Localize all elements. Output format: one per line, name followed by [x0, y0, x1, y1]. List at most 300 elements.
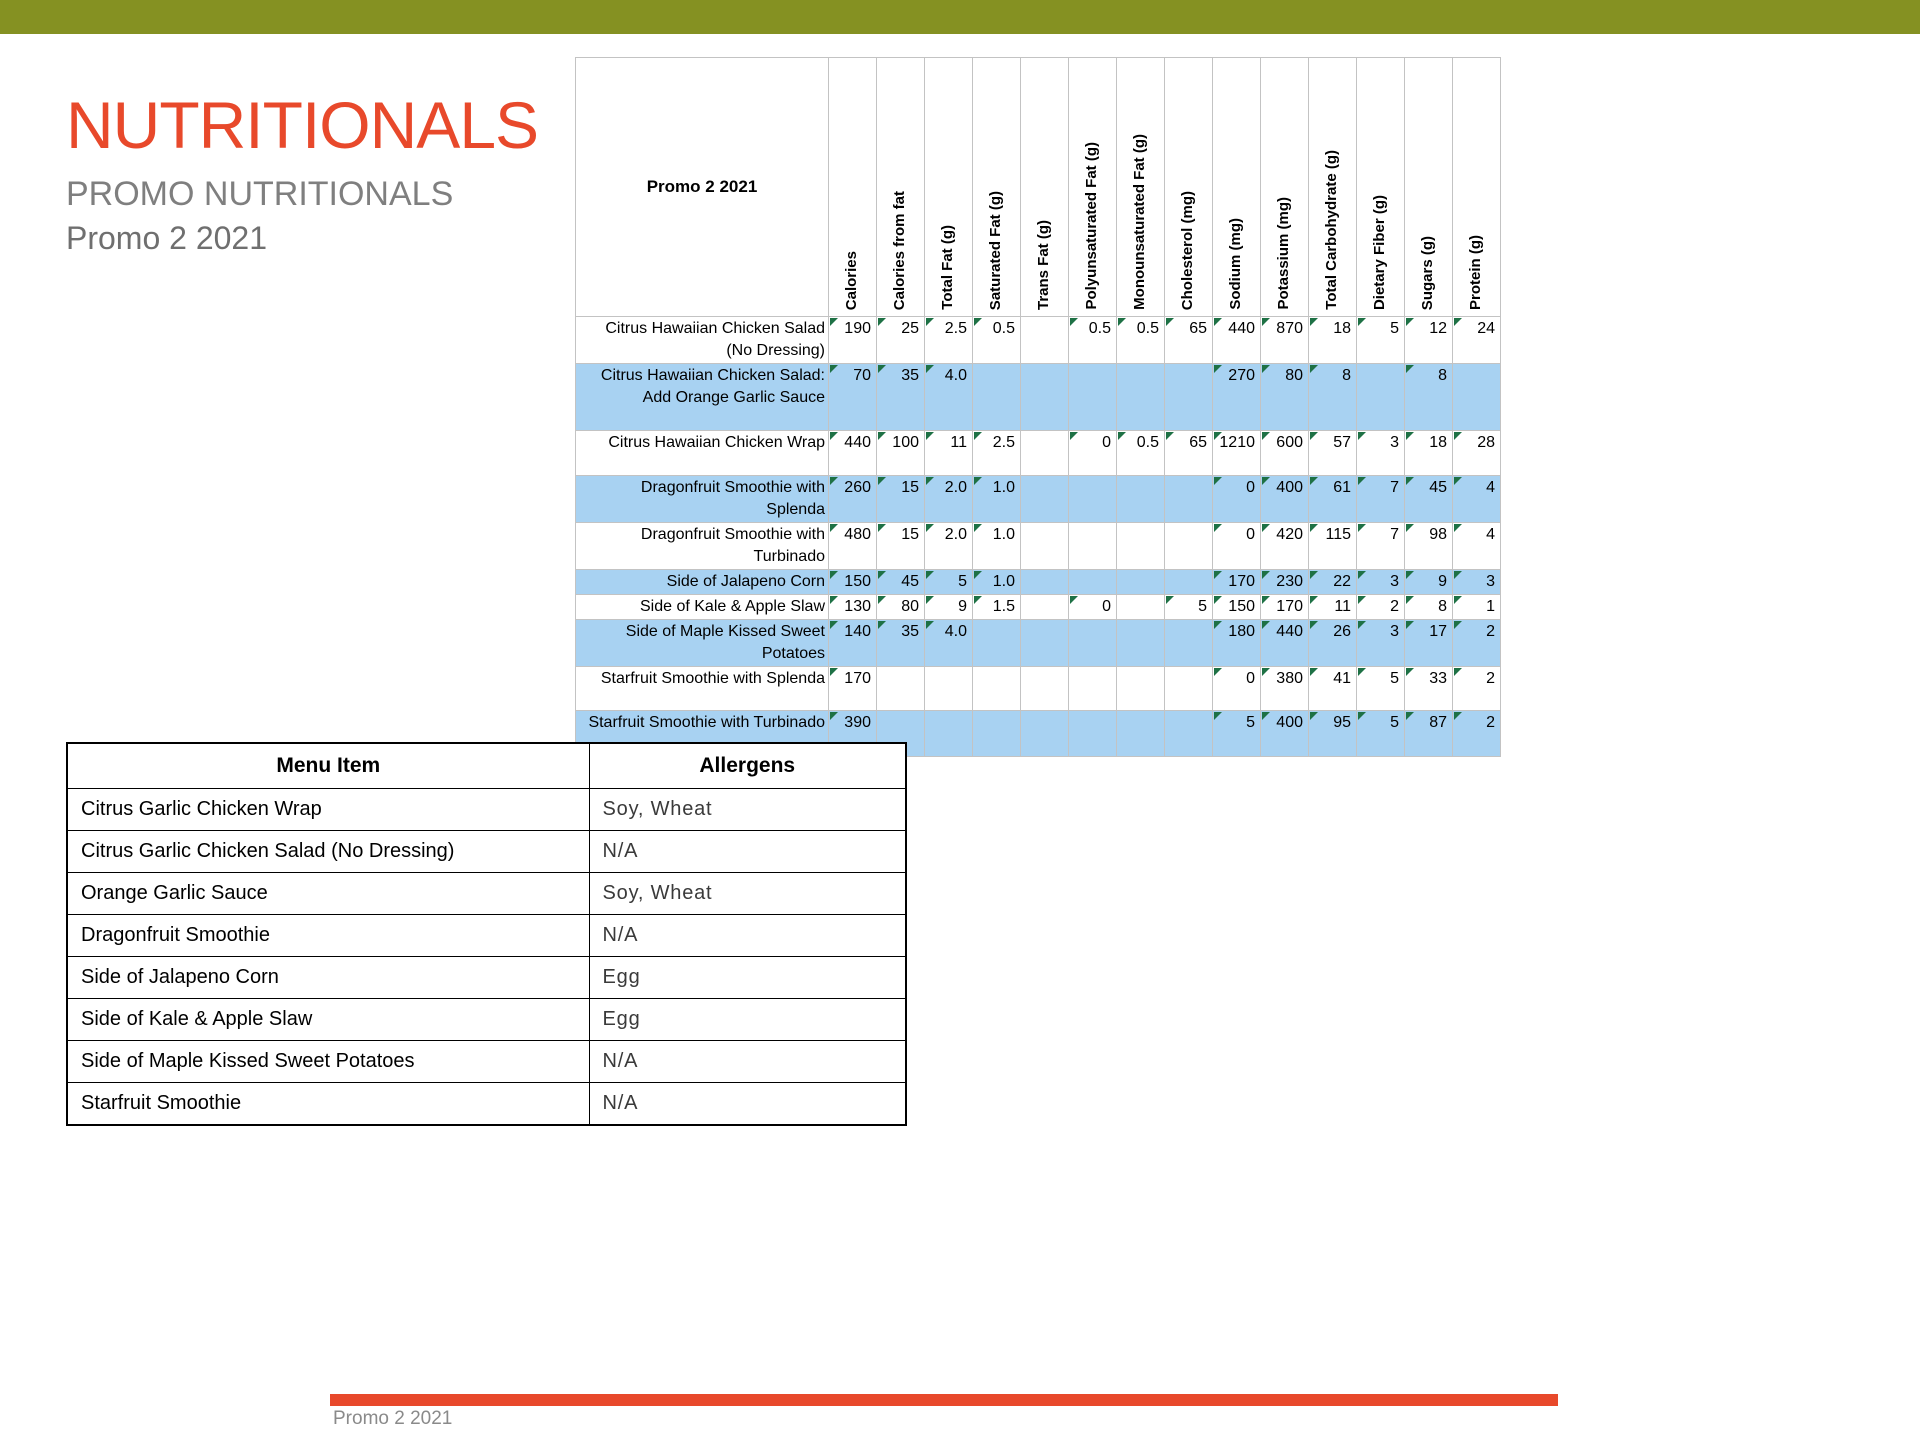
cell-note-flag-icon [1406, 365, 1414, 373]
cell-note-flag-icon [830, 621, 838, 629]
cell-note-flag-icon [1358, 432, 1366, 440]
nutrition-value-cell: 35 [877, 620, 925, 667]
nutrition-value-cell: 41 [1309, 667, 1357, 711]
nutrition-column-header [1357, 58, 1405, 317]
nutrition-value-cell: 440 [1261, 620, 1309, 667]
nutrition-value-cell: 15 [877, 523, 925, 570]
nutrition-row [576, 431, 1501, 476]
cell-note-flag-icon [926, 365, 934, 373]
nutrition-value-cell [877, 667, 925, 711]
nutrition-value-cell: 0 [1069, 431, 1117, 476]
nutrition-value-cell: 480 [829, 523, 877, 570]
nutrition-column-header-label: Potassium (mg) [1275, 197, 1293, 310]
nutrition-value-cell [1165, 711, 1213, 757]
nutrition-value-cell [1021, 476, 1069, 523]
nutrition-value-cell: 5 [1165, 595, 1213, 620]
nutrition-value-cell: 5 [1213, 711, 1261, 757]
cell-note-flag-icon [1454, 477, 1462, 485]
cell-note-flag-icon [1406, 477, 1414, 485]
cell-note-flag-icon [1358, 571, 1366, 579]
cell-note-flag-icon [926, 432, 934, 440]
nutrition-value-cell: 2 [1453, 667, 1501, 711]
nutrition-column-header [877, 58, 925, 317]
nutrition-header-row [576, 58, 1501, 317]
nutrition-column-header-label: Calories from fat [891, 190, 909, 310]
cell-note-flag-icon [878, 524, 886, 532]
cell-note-flag-icon [1310, 477, 1318, 485]
nutrition-value-cell: 230 [1261, 570, 1309, 595]
nutrition-value-cell [1069, 364, 1117, 431]
nutrition-value-cell: 3 [1357, 431, 1405, 476]
cell-note-flag-icon [830, 596, 838, 604]
nutrition-value-cell: 190 [829, 317, 877, 364]
nutrition-column-header-label: Protein (g) [1467, 235, 1485, 310]
nutrition-value-cell: 65 [1165, 317, 1213, 364]
nutrition-value-cell [1021, 620, 1069, 667]
nutrition-value-cell: 5 [925, 570, 973, 595]
nutrition-row [576, 667, 1501, 711]
cell-note-flag-icon [1070, 318, 1078, 326]
nutrition-column-header-label: Sugars (g) [1419, 235, 1437, 310]
cell-note-flag-icon [1214, 596, 1222, 604]
nutrition-value-cell: 87 [1405, 711, 1453, 757]
nutrition-value-cell: 25 [877, 317, 925, 364]
nutrition-table-title: Promo 2 2021 [576, 58, 829, 317]
top-accent-bar [0, 0, 1920, 34]
nutrition-value-cell: 11 [1309, 595, 1357, 620]
nutrition-value-cell: 100 [877, 431, 925, 476]
nutrition-value-cell [1069, 570, 1117, 595]
allergen-value: N/A [589, 831, 906, 873]
cell-note-flag-icon [1214, 571, 1222, 579]
allergen-menu-item: Side of Maple Kissed Sweet Potatoes [67, 1041, 589, 1083]
nutrition-row-label: Citrus Hawaiian Chicken Wrap [576, 431, 829, 476]
nutrition-value-cell [1021, 570, 1069, 595]
cell-note-flag-icon [1214, 318, 1222, 326]
nutrition-value-cell: 600 [1261, 431, 1309, 476]
allergen-value: Egg [589, 999, 906, 1041]
nutrition-value-cell [1117, 667, 1165, 711]
nutrition-row-label: Citrus Hawaiian Chicken Salad (No Dressing) [576, 317, 829, 364]
nutrition-value-cell: 260 [829, 476, 877, 523]
allergen-row [67, 915, 906, 957]
nutrition-value-cell: 57 [1309, 431, 1357, 476]
nutrition-value-cell [1069, 667, 1117, 711]
nutrition-value-cell: 17 [1405, 620, 1453, 667]
nutrition-value-cell [1165, 476, 1213, 523]
nutrition-value-cell [1021, 667, 1069, 711]
nutrition-value-cell [1165, 523, 1213, 570]
nutrition-column-header-label: Saturated Fat (g) [987, 190, 1005, 310]
nutrition-row-label: Side of Jalapeno Corn [576, 570, 829, 595]
cell-note-flag-icon [1262, 621, 1270, 629]
nutrition-value-cell: 400 [1261, 711, 1309, 757]
cell-note-flag-icon [1406, 571, 1414, 579]
cell-note-flag-icon [1166, 432, 1174, 440]
nutrition-value-cell: 140 [829, 620, 877, 667]
cell-note-flag-icon [1310, 621, 1318, 629]
nutrition-value-cell: 4.0 [925, 364, 973, 431]
nutrition-value-cell [1021, 317, 1069, 364]
cell-note-flag-icon [926, 318, 934, 326]
nutrition-value-cell: 270 [1213, 364, 1261, 431]
cell-note-flag-icon [878, 621, 886, 629]
nutrition-row [576, 476, 1501, 523]
cell-note-flag-icon [830, 432, 838, 440]
nutrition-value-cell: 45 [877, 570, 925, 595]
nutrition-value-cell [1357, 364, 1405, 431]
nutrition-value-cell: 180 [1213, 620, 1261, 667]
cell-note-flag-icon [926, 621, 934, 629]
nutrition-value-cell: 0 [1213, 476, 1261, 523]
cell-note-flag-icon [1262, 571, 1270, 579]
footer-text: Promo 2 2021 [333, 1408, 453, 1429]
title-block [66, 88, 546, 257]
nutrition-value-cell: 170 [1261, 595, 1309, 620]
allergen-value: N/A [589, 1083, 906, 1126]
nutrition-value-cell: 3 [1453, 570, 1501, 595]
cell-note-flag-icon [1358, 596, 1366, 604]
cell-note-flag-icon [1358, 712, 1366, 720]
nutrition-value-cell: 0.5 [973, 317, 1021, 364]
cell-note-flag-icon [830, 318, 838, 326]
nutrition-column-header-label: Sodium (mg) [1227, 218, 1245, 310]
nutrition-row-label: Side of Kale & Apple Slaw [576, 595, 829, 620]
nutrition-column-header-label: Total Carbohydrate (g) [1323, 150, 1341, 310]
nutrition-value-cell: 9 [1405, 570, 1453, 595]
nutrition-value-cell [1117, 570, 1165, 595]
cell-note-flag-icon [1166, 318, 1174, 326]
allergen-row [67, 831, 906, 873]
nutrition-value-cell: 115 [1309, 523, 1357, 570]
nutrition-column-header-label: Monounsaturated Fat (g) [1131, 134, 1149, 310]
cell-note-flag-icon [1070, 596, 1078, 604]
cell-note-flag-icon [1406, 432, 1414, 440]
allergen-row [67, 1041, 906, 1083]
nutrition-column-header [973, 58, 1021, 317]
allergen-value: Soy, Wheat [589, 789, 906, 831]
nutrition-value-cell [973, 667, 1021, 711]
nutrition-value-cell: 400 [1261, 476, 1309, 523]
nutrition-column-header [1021, 58, 1069, 317]
cell-note-flag-icon [1262, 318, 1270, 326]
nutrition-value-cell: 8 [1309, 364, 1357, 431]
cell-note-flag-icon [1454, 571, 1462, 579]
nutrition-table-body [576, 317, 1501, 757]
cell-note-flag-icon [1454, 432, 1462, 440]
page-subtitle-secondary: Promo 2 2021 [66, 220, 268, 257]
nutrition-value-cell: 150 [1213, 595, 1261, 620]
nutrition-column-header [1165, 58, 1213, 317]
nutrition-value-cell: 12 [1405, 317, 1453, 364]
cell-note-flag-icon [1310, 318, 1318, 326]
allergen-column-header: Allergens [589, 743, 906, 789]
cell-note-flag-icon [1310, 668, 1318, 676]
cell-note-flag-icon [1358, 524, 1366, 532]
cell-note-flag-icon [1262, 668, 1270, 676]
nutrition-value-cell: 2.0 [925, 476, 973, 523]
allergen-value: N/A [589, 1041, 906, 1083]
nutrition-column-header [829, 58, 877, 317]
nutrition-value-cell: 1.0 [973, 523, 1021, 570]
cell-note-flag-icon [1406, 621, 1414, 629]
nutrition-value-cell: 170 [829, 667, 877, 711]
cell-note-flag-icon [974, 571, 982, 579]
nutrition-column-header-label: Total Fat (g) [939, 225, 957, 310]
cell-note-flag-icon [1214, 668, 1222, 676]
allergen-header-row [67, 743, 906, 789]
nutrition-value-cell: 130 [829, 595, 877, 620]
cell-note-flag-icon [830, 524, 838, 532]
nutrition-value-cell: 1.5 [973, 595, 1021, 620]
nutrition-value-cell [1165, 364, 1213, 431]
allergen-value: Soy, Wheat [589, 873, 906, 915]
nutrition-row-label: Side of Maple Kissed Sweet Potatoes [576, 620, 829, 667]
cell-note-flag-icon [1454, 668, 1462, 676]
allergen-table-body [67, 789, 906, 1126]
cell-note-flag-icon [1358, 621, 1366, 629]
nutrition-column-header [1261, 58, 1309, 317]
nutrition-value-cell: 150 [829, 570, 877, 595]
nutrition-row-label: Dragonfruit Smoothie with Splenda [576, 476, 829, 523]
nutrition-value-cell: 0 [1069, 595, 1117, 620]
nutrition-value-cell [1165, 667, 1213, 711]
cell-note-flag-icon [1406, 318, 1414, 326]
allergen-menu-item: Orange Garlic Sauce [67, 873, 589, 915]
page-subtitle: PROMO NUTRITIONALS [66, 175, 454, 214]
nutrition-value-cell: 3 [1357, 570, 1405, 595]
nutrition-row [576, 317, 1501, 364]
cell-note-flag-icon [1214, 477, 1222, 485]
nutrition-value-cell [1069, 476, 1117, 523]
cell-note-flag-icon [1358, 318, 1366, 326]
nutrition-value-cell: 65 [1165, 431, 1213, 476]
cell-note-flag-icon [926, 524, 934, 532]
cell-note-flag-icon [1262, 365, 1270, 373]
nutrition-value-cell [973, 620, 1021, 667]
nutrition-column-header-label: Polyunsaturated Fat (g) [1083, 142, 1101, 310]
cell-note-flag-icon [1118, 318, 1126, 326]
nutrition-row [576, 364, 1501, 431]
nutrition-column-header [1213, 58, 1261, 317]
cell-note-flag-icon [1310, 365, 1318, 373]
nutrition-value-cell: 5 [1357, 711, 1405, 757]
nutrition-value-cell: 11 [925, 431, 973, 476]
nutrition-value-cell: 4.0 [925, 620, 973, 667]
nutrition-value-cell: 3 [1357, 620, 1405, 667]
nutrition-value-cell: 0 [1213, 523, 1261, 570]
nutrition-value-cell: 61 [1309, 476, 1357, 523]
cell-note-flag-icon [1214, 621, 1222, 629]
allergen-menu-item: Side of Kale & Apple Slaw [67, 999, 589, 1041]
nutrition-value-cell: 24 [1453, 317, 1501, 364]
cell-note-flag-icon [1454, 318, 1462, 326]
cell-note-flag-icon [974, 432, 982, 440]
nutrition-value-cell: 8 [1405, 595, 1453, 620]
nutrition-value-cell: 22 [1309, 570, 1357, 595]
nutrition-row-label: Starfruit Smoothie with Turbinado [576, 711, 829, 757]
nutrition-row-label: Starfruit Smoothie with Splenda [576, 667, 829, 711]
footer-accent-bar [330, 1394, 1558, 1406]
cell-note-flag-icon [878, 477, 886, 485]
nutrition-value-cell: 2 [1453, 711, 1501, 757]
cell-note-flag-icon [1262, 524, 1270, 532]
nutrition-column-header-label: Calories [843, 250, 861, 310]
cell-note-flag-icon [830, 477, 838, 485]
allergen-menu-item: Dragonfruit Smoothie [67, 915, 589, 957]
cell-note-flag-icon [830, 712, 838, 720]
nutrition-value-cell: 33 [1405, 667, 1453, 711]
nutrition-value-cell: 15 [877, 476, 925, 523]
nutrition-value-cell: 95 [1309, 711, 1357, 757]
nutrition-row-label: Citrus Hawaiian Chicken Salad: Add Orange Garlic Sauce [576, 364, 829, 431]
cell-note-flag-icon [1454, 596, 1462, 604]
cell-note-flag-icon [1406, 668, 1414, 676]
cell-note-flag-icon [1310, 596, 1318, 604]
nutrition-value-cell [1117, 364, 1165, 431]
nutrition-column-header [1405, 58, 1453, 317]
nutrition-value-cell: 1 [1453, 595, 1501, 620]
allergen-value: N/A [589, 915, 906, 957]
nutrition-value-cell: 5 [1357, 667, 1405, 711]
allergen-row [67, 789, 906, 831]
nutrition-value-cell: 98 [1405, 523, 1453, 570]
cell-note-flag-icon [1262, 596, 1270, 604]
cell-note-flag-icon [1214, 432, 1222, 440]
cell-note-flag-icon [1406, 712, 1414, 720]
nutrition-value-cell [1117, 523, 1165, 570]
nutrition-value-cell [1117, 620, 1165, 667]
nutrition-row [576, 570, 1501, 595]
nutrition-value-cell [1117, 595, 1165, 620]
nutrition-value-cell: 1210 [1213, 431, 1261, 476]
nutrition-value-cell: 2 [1357, 595, 1405, 620]
nutrition-value-cell: 420 [1261, 523, 1309, 570]
nutrition-value-cell: 28 [1453, 431, 1501, 476]
nutrition-row [576, 595, 1501, 620]
nutrition-value-cell: 45 [1405, 476, 1453, 523]
nutrition-value-cell: 80 [877, 595, 925, 620]
nutrition-value-cell: 26 [1309, 620, 1357, 667]
nutrition-column-header [1117, 58, 1165, 317]
nutrition-value-cell: 2 [1453, 620, 1501, 667]
nutrition-value-cell [1069, 523, 1117, 570]
nutrition-value-cell: 2.0 [925, 523, 973, 570]
page-title: NUTRITIONALS [66, 88, 539, 162]
cell-note-flag-icon [1310, 432, 1318, 440]
nutrition-value-cell [1021, 364, 1069, 431]
nutrition-value-cell: 7 [1357, 476, 1405, 523]
cell-note-flag-icon [1262, 432, 1270, 440]
nutrition-value-cell: 440 [1213, 317, 1261, 364]
nutrition-value-cell: 380 [1261, 667, 1309, 711]
nutrition-value-cell: 8 [1405, 364, 1453, 431]
nutrition-row [576, 523, 1501, 570]
nutrition-column-header [925, 58, 973, 317]
cell-note-flag-icon [878, 596, 886, 604]
nutrition-column-header [1453, 58, 1501, 317]
nutrition-value-cell: 18 [1405, 431, 1453, 476]
nutrition-value-cell [1021, 595, 1069, 620]
nutrition-value-cell: 4 [1453, 523, 1501, 570]
allergen-value: Egg [589, 957, 906, 999]
nutrition-value-cell [973, 364, 1021, 431]
nutrition-value-cell [1117, 711, 1165, 757]
cell-note-flag-icon [974, 477, 982, 485]
cell-note-flag-icon [1262, 477, 1270, 485]
nutrition-value-cell [925, 711, 973, 757]
nutrition-value-cell [1117, 476, 1165, 523]
nutrition-value-cell: 80 [1261, 364, 1309, 431]
nutrition-value-cell: 390 [829, 711, 877, 757]
cell-note-flag-icon [926, 596, 934, 604]
cell-note-flag-icon [830, 365, 838, 373]
nutrition-value-cell: 170 [1213, 570, 1261, 595]
cell-note-flag-icon [1166, 596, 1174, 604]
cell-note-flag-icon [1310, 712, 1318, 720]
cell-note-flag-icon [878, 365, 886, 373]
allergen-row [67, 1083, 906, 1126]
nutrition-value-cell: 1.0 [973, 570, 1021, 595]
nutrition-value-cell [1165, 620, 1213, 667]
cell-note-flag-icon [1118, 432, 1126, 440]
cell-note-flag-icon [1454, 712, 1462, 720]
cell-note-flag-icon [974, 524, 982, 532]
nutrition-value-cell: 2.5 [925, 317, 973, 364]
nutrition-value-cell [1021, 711, 1069, 757]
nutrition-value-cell: 7 [1357, 523, 1405, 570]
nutrition-value-cell: 4 [1453, 476, 1501, 523]
nutrition-value-cell: 9 [925, 595, 973, 620]
cell-note-flag-icon [974, 318, 982, 326]
nutrition-row [576, 620, 1501, 667]
nutrition-value-cell [973, 711, 1021, 757]
cell-note-flag-icon [1310, 524, 1318, 532]
nutrition-table [575, 57, 1501, 757]
nutrition-column-header-label: Dietary Fiber (g) [1371, 194, 1389, 310]
cell-note-flag-icon [1214, 365, 1222, 373]
cell-note-flag-icon [1358, 668, 1366, 676]
nutrition-value-cell: 0.5 [1117, 431, 1165, 476]
cell-note-flag-icon [878, 432, 886, 440]
nutrition-value-cell [1069, 620, 1117, 667]
nutrition-value-cell: 2.5 [973, 431, 1021, 476]
cell-note-flag-icon [974, 596, 982, 604]
cell-note-flag-icon [1310, 571, 1318, 579]
allergen-column-header: Menu Item [67, 743, 589, 789]
nutrition-value-cell [1069, 711, 1117, 757]
nutrition-column-header-label: Trans Fat (g) [1035, 219, 1053, 310]
nutrition-value-cell: 5 [1357, 317, 1405, 364]
cell-note-flag-icon [1454, 524, 1462, 532]
nutrition-column-header [1309, 58, 1357, 317]
cell-note-flag-icon [1214, 712, 1222, 720]
nutrition-value-cell: 1.0 [973, 476, 1021, 523]
cell-note-flag-icon [1070, 432, 1078, 440]
allergen-menu-item: Side of Jalapeno Corn [67, 957, 589, 999]
nutrition-value-cell [1021, 523, 1069, 570]
nutrition-column-header [1069, 58, 1117, 317]
cell-note-flag-icon [1406, 524, 1414, 532]
allergen-row [67, 999, 906, 1041]
nutrition-value-cell: 440 [829, 431, 877, 476]
cell-note-flag-icon [1262, 712, 1270, 720]
nutrition-row-label: Dragonfruit Smoothie with Turbinado [576, 523, 829, 570]
allergen-menu-item: Citrus Garlic Chicken Salad (No Dressing) [67, 831, 589, 873]
cell-note-flag-icon [830, 668, 838, 676]
allergen-row [67, 957, 906, 999]
nutrition-value-cell: 0 [1213, 667, 1261, 711]
